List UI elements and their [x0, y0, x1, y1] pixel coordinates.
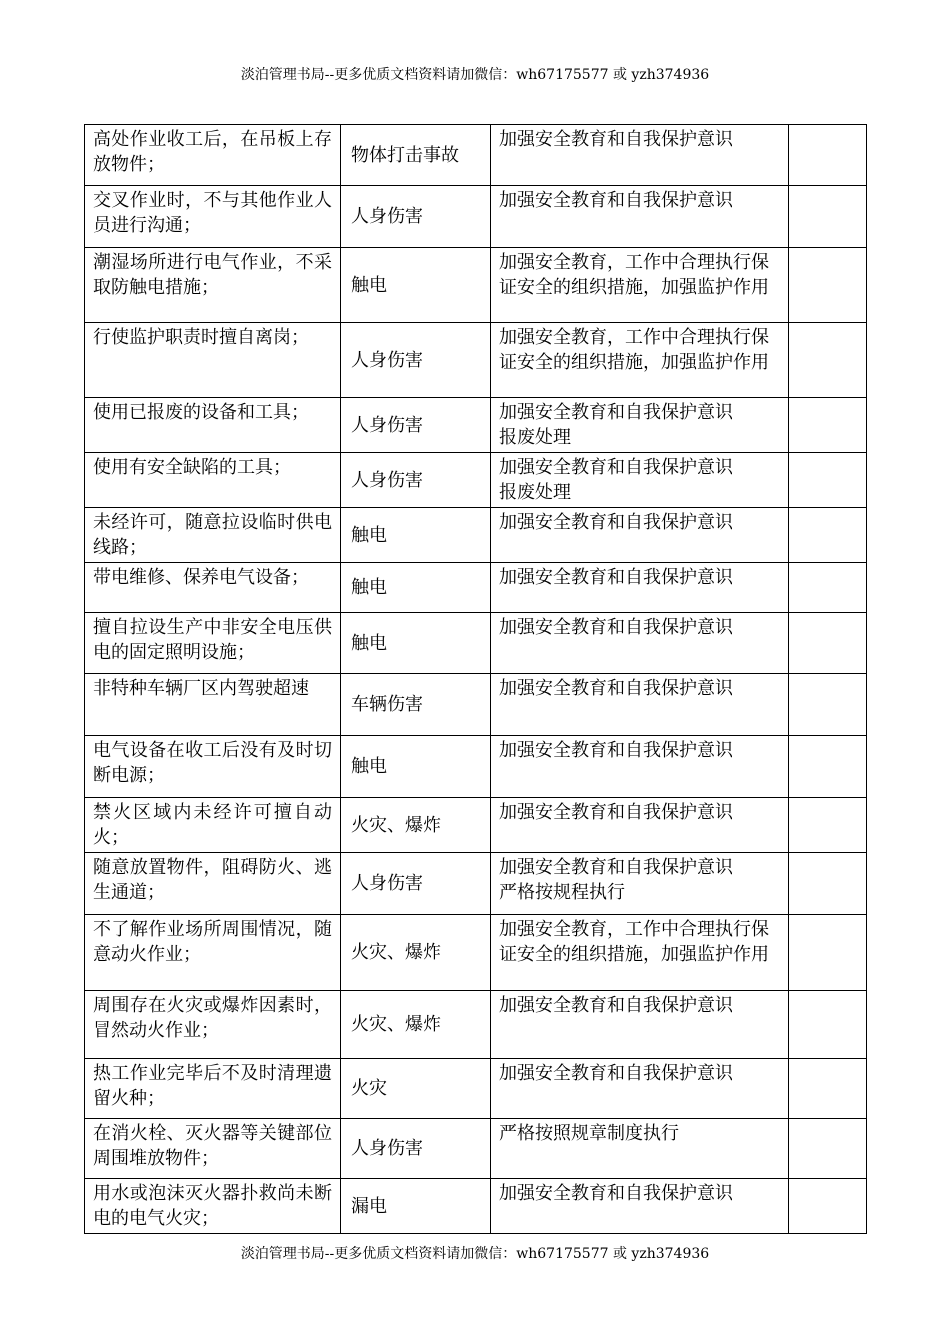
measure-line: 加强安全教育和自我保护意识 [499, 457, 733, 478]
measure-cell: 加强安全教育和自我保护意识 [491, 1059, 789, 1119]
measure-line: 报废处理 [499, 482, 571, 503]
hazard-cell: 触电 [341, 613, 491, 674]
activity-cell: 禁火区域内未经许可擅自动火； [85, 798, 341, 853]
table-row [85, 853, 867, 915]
hazard-cell: 人身伤害 [341, 853, 491, 915]
hazard-cell: 火灾、爆炸 [341, 991, 491, 1059]
measure-cell: 加强安全教育和自我保护意识 [491, 736, 789, 798]
activity-cell: 随意放置物件，阻碍防火、逃生通道； [85, 853, 341, 915]
table-row [85, 186, 867, 248]
note-cell [789, 398, 867, 453]
activity-cell: 电气设备在收工后没有及时切断电源； [85, 736, 341, 798]
note-cell [789, 248, 867, 323]
measure-cell: 加强安全教育和自我保护意识 [491, 125, 789, 186]
page-footer: 淡泊管理书局--更多优质文档资料请加微信：wh67175577 或 yzh374936 [240, 1246, 710, 1262]
hazard-cell: 人身伤害 [341, 453, 491, 508]
measure-cell: 加强安全教育和自我保护意识 [491, 1179, 789, 1234]
measure-cell: 加强安全教育和自我保护意识 [491, 674, 789, 736]
table-row [85, 323, 867, 398]
table-row [85, 798, 867, 853]
activity-cell: 热工作业完毕后不及时清理遗留火种； [85, 1059, 341, 1119]
measure-cell: 加强安全教育，工作中合理执行保证安全的组织措施，加强监护作用 [491, 248, 789, 323]
table-row [85, 674, 867, 736]
table-row [85, 1179, 867, 1234]
hazard-cell: 人身伤害 [341, 1119, 491, 1179]
table-row [85, 915, 867, 991]
activity-cell: 高处作业收工后，在吊板上存放物件； [85, 125, 341, 186]
table-row [85, 1119, 867, 1179]
activity-cell: 潮湿场所进行电气作业，不采取防触电措施； [85, 248, 341, 323]
note-cell [789, 736, 867, 798]
measure-line: 加强安全教育和自我保护意识 [499, 857, 733, 878]
measure-line: 严格按规程执行 [499, 882, 625, 903]
measure-cell [491, 853, 789, 915]
table-row [85, 125, 867, 186]
hazard-cell: 触电 [341, 248, 491, 323]
activity-cell: 用水或泡沫灭火器扑救尚未断电的电气火灾； [85, 1179, 341, 1234]
page-header: 淡泊管理书局--更多优质文档资料请加微信：wh67175577 或 yzh374936 [240, 67, 710, 83]
measure-cell: 加强安全教育和自我保护意识 [491, 508, 789, 563]
note-cell [789, 853, 867, 915]
activity-cell: 不了解作业场所周围情况，随意动火作业； [85, 915, 341, 991]
activity-cell: 行使监护职责时擅自离岗； [85, 323, 341, 398]
measure-cell: 严格按照规章制度执行 [491, 1119, 789, 1179]
measure-line: 报废处理 [499, 427, 571, 448]
table-row [85, 453, 867, 508]
note-cell [789, 453, 867, 508]
note-cell [789, 186, 867, 248]
note-cell [789, 798, 867, 853]
activity-cell: 擅自拉设生产中非安全电压供电的固定照明设施； [85, 613, 341, 674]
measure-cell: 加强安全教育和自我保护意识 [491, 798, 789, 853]
note-cell [789, 1059, 867, 1119]
hazard-cell: 人身伤害 [341, 186, 491, 248]
hazard-cell: 触电 [341, 508, 491, 563]
hazard-cell: 火灾 [341, 1059, 491, 1119]
hazard-cell: 人身伤害 [341, 398, 491, 453]
activity-cell: 在消火栓、灭火器等关键部位周围堆放物件； [85, 1119, 341, 1179]
table-row [85, 613, 867, 674]
note-cell [789, 613, 867, 674]
measure-cell [491, 398, 789, 453]
measure-cell: 加强安全教育，工作中合理执行保证安全的组织措施，加强监护作用 [491, 915, 789, 991]
table-row [85, 398, 867, 453]
table-row [85, 736, 867, 798]
measure-cell: 加强安全教育和自我保护意识 [491, 613, 789, 674]
measure-cell: 加强安全教育和自我保护意识 [491, 186, 789, 248]
hazard-cell: 车辆伤害 [341, 674, 491, 736]
hazard-cell: 人身伤害 [341, 323, 491, 398]
activity-cell: 交叉作业时，不与其他作业人员进行沟通； [85, 186, 341, 248]
note-cell [789, 508, 867, 563]
hazard-cell: 火灾、爆炸 [341, 915, 491, 991]
table-row [85, 563, 867, 613]
note-cell [789, 323, 867, 398]
measure-cell: 加强安全教育和自我保护意识 [491, 563, 789, 613]
note-cell [789, 125, 867, 186]
hazard-cell: 火灾、爆炸 [341, 798, 491, 853]
note-cell [789, 1119, 867, 1179]
activity-cell: 周围存在火灾或爆炸因素时，冒然动火作业； [85, 991, 341, 1059]
note-cell [789, 674, 867, 736]
table-row [85, 1059, 867, 1119]
activity-cell: 使用有安全缺陷的工具； [85, 453, 341, 508]
activity-cell: 使用已报废的设备和工具； [85, 398, 341, 453]
measure-cell: 加强安全教育和自我保护意识 [491, 991, 789, 1059]
hazard-cell: 漏电 [341, 1179, 491, 1234]
note-cell [789, 991, 867, 1059]
measure-cell: 加强安全教育，工作中合理执行保证安全的组织措施，加强监护作用 [491, 323, 789, 398]
measure-line: 加强安全教育和自我保护意识 [499, 402, 733, 423]
note-cell [789, 563, 867, 613]
table-row [85, 991, 867, 1059]
table-row [85, 508, 867, 563]
activity-cell: 未经许可，随意拉设临时供电线路； [85, 508, 341, 563]
note-cell [789, 915, 867, 991]
hazard-table [84, 124, 867, 1234]
activity-cell: 非特种车辆厂区内驾驶超速 [85, 674, 341, 736]
table-row [85, 248, 867, 323]
hazard-cell: 触电 [341, 563, 491, 613]
measure-cell [491, 453, 789, 508]
note-cell [789, 1179, 867, 1234]
hazard-cell: 物体打击事故 [341, 125, 491, 186]
activity-cell: 带电维修、保养电气设备； [85, 563, 341, 613]
hazard-cell: 触电 [341, 736, 491, 798]
